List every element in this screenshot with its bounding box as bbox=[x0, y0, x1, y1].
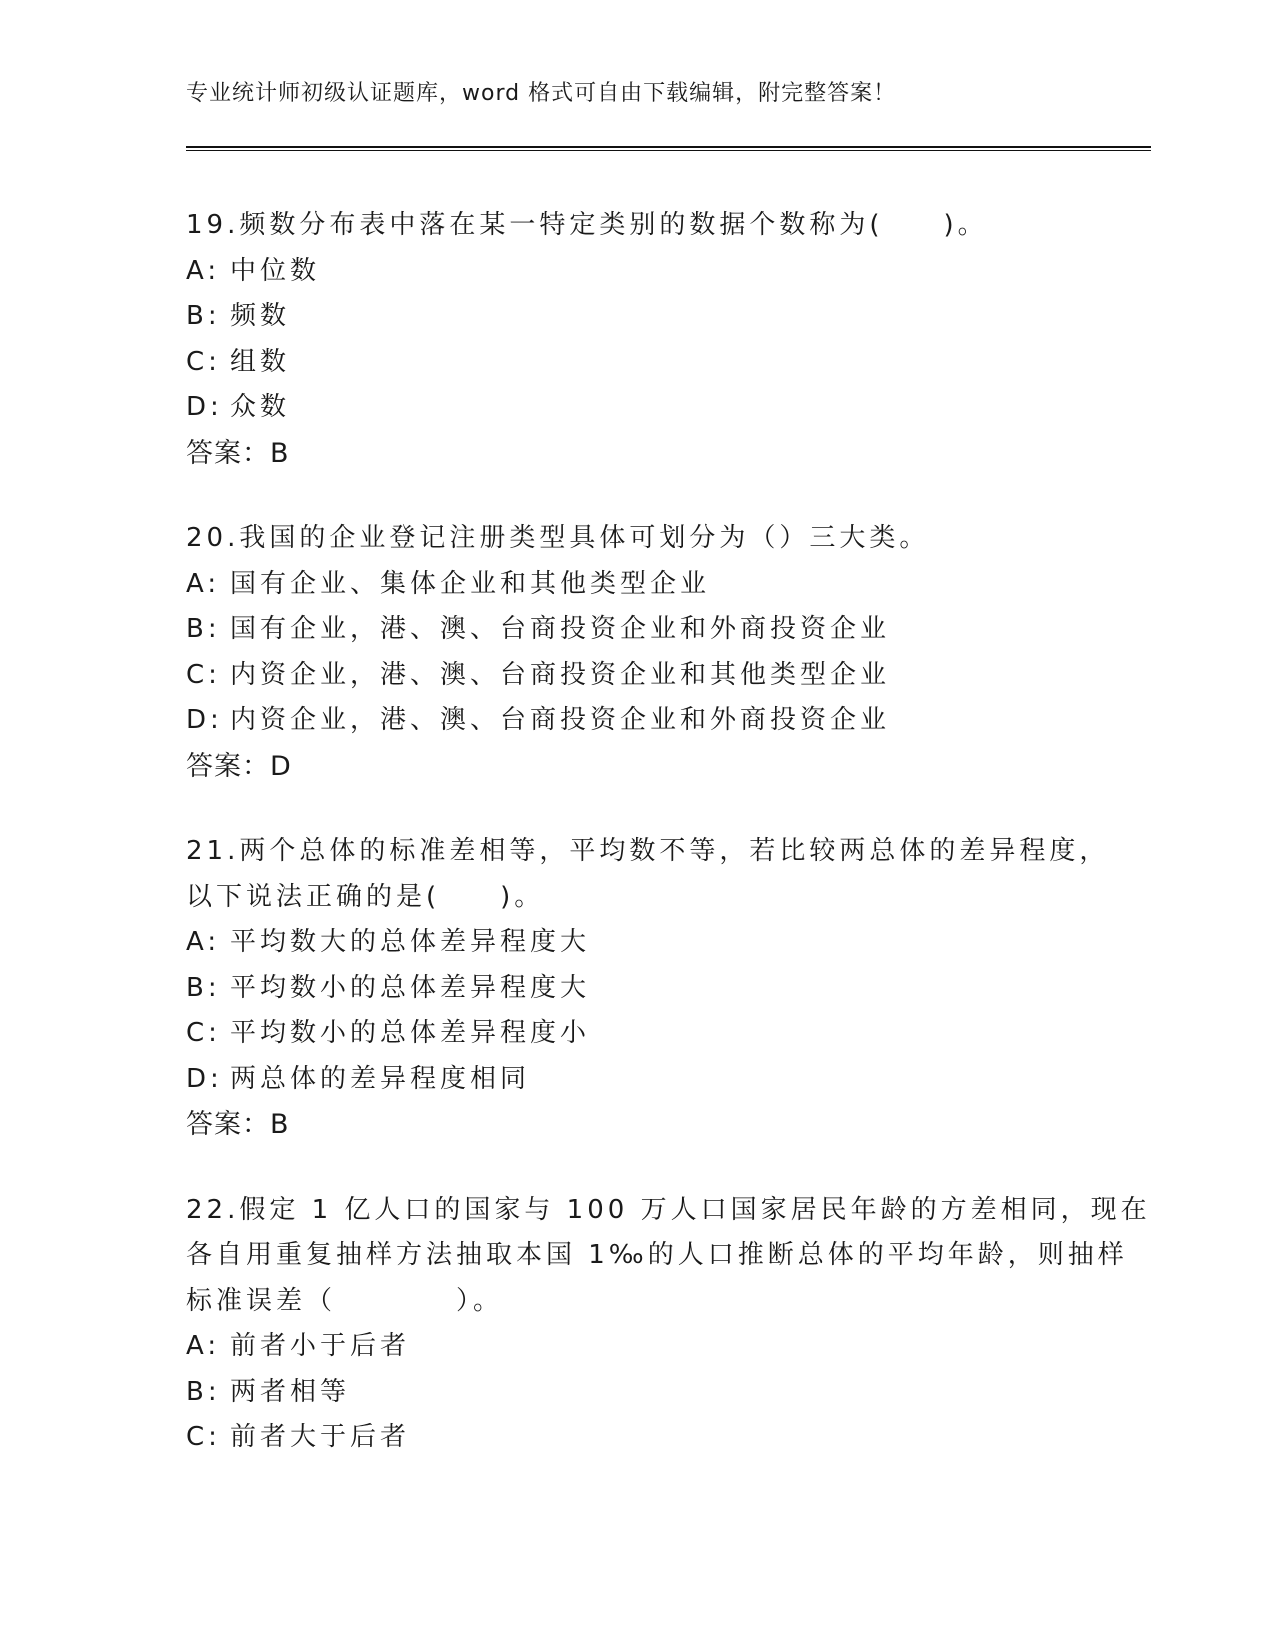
option-a bbox=[186, 1324, 1086, 1370]
question-stem: 21.两个总体的标准差相等，平均数不等，若比较两总体的差异程度， bbox=[186, 836, 1110, 866]
option-letter: C: bbox=[186, 1018, 221, 1048]
option-letter: C: bbox=[186, 346, 221, 377]
option-c bbox=[186, 340, 1086, 386]
option-d bbox=[186, 385, 1086, 431]
answer-line: 答案：D bbox=[186, 750, 292, 782]
option-text: 国有企业，港、澳、台商投资企业和外商投资企业 bbox=[230, 614, 891, 644]
option-c bbox=[186, 653, 1086, 699]
option-b bbox=[186, 1370, 1086, 1416]
question-19 bbox=[186, 203, 1086, 476]
question-stem: 22.假定 1 亿人口的国家与 100 万人口国家居民年龄的方差相同，现在 bbox=[186, 1194, 1151, 1225]
option-text: 两者相等 bbox=[230, 1376, 351, 1407]
option-d bbox=[186, 698, 1086, 744]
question-stem: 19.频数分布表中落在某一特定类别的数据个数称为( )。 bbox=[186, 210, 988, 240]
question-20 bbox=[186, 516, 1086, 789]
option-letter: D: bbox=[186, 1063, 223, 1094]
option-letter: D: bbox=[186, 705, 223, 735]
question-stem: 以下说法正确的是( )。 bbox=[186, 881, 545, 912]
question-stem: 各自用重复抽样方法抽取本国 1‰的人口推断总体的平均年龄，则抽样 bbox=[186, 1240, 1128, 1270]
header-divider bbox=[186, 146, 1151, 151]
option-letter: A: bbox=[186, 1331, 221, 1361]
option-text: 前者大于后者 bbox=[230, 1422, 411, 1452]
option-text: 内资企业，港、澳、台商投资企业和其他类型企业 bbox=[230, 659, 891, 690]
option-b bbox=[186, 966, 1086, 1012]
option-a bbox=[186, 562, 1086, 608]
option-text: 内资企业，港、澳、台商投资企业和外商投资企业 bbox=[230, 705, 891, 735]
option-letter: D: bbox=[186, 392, 223, 422]
option-letter: C: bbox=[186, 659, 221, 690]
option-b bbox=[186, 607, 1086, 653]
question-list bbox=[186, 203, 1151, 1501]
question-21 bbox=[186, 829, 1110, 1148]
option-letter: B: bbox=[186, 972, 221, 1003]
option-text: 众数 bbox=[230, 392, 291, 422]
option-text: 中位数 bbox=[230, 255, 321, 286]
option-text: 国有企业、集体企业和其他类型企业 bbox=[230, 568, 711, 599]
option-letter: B: bbox=[186, 614, 221, 644]
option-letter: A: bbox=[186, 927, 221, 957]
option-letter: A: bbox=[186, 568, 221, 599]
option-letter: A: bbox=[186, 255, 221, 286]
option-letter: B: bbox=[186, 1376, 221, 1407]
option-a bbox=[186, 920, 1086, 966]
answer-line: 答案：B bbox=[186, 1109, 290, 1140]
option-letter: C: bbox=[186, 1422, 221, 1452]
option-c bbox=[186, 1011, 1086, 1057]
option-text: 平均数小的总体差异程度小 bbox=[230, 1018, 591, 1048]
question-stem: 标准误差（ ）。 bbox=[186, 1285, 504, 1316]
page-header: 专业统计师初级认证题库，word 格式可自由下载编辑，附完整答案！ bbox=[186, 81, 897, 106]
option-text: 前者小于后者 bbox=[230, 1331, 411, 1361]
option-text: 平均数小的总体差异程度大 bbox=[230, 972, 591, 1003]
option-text: 两总体的差异程度相同 bbox=[230, 1063, 531, 1094]
question-22 bbox=[186, 1188, 1151, 1461]
option-letter: B: bbox=[186, 301, 221, 331]
option-text: 组数 bbox=[230, 346, 291, 377]
option-b bbox=[186, 294, 1086, 340]
option-d bbox=[186, 1057, 1086, 1103]
question-stem: 20.我国的企业登记注册类型具体可划分为（）三大类。 bbox=[186, 523, 930, 553]
option-a bbox=[186, 249, 1086, 295]
option-text: 频数 bbox=[230, 301, 291, 331]
option-text: 平均数大的总体差异程度大 bbox=[230, 927, 591, 957]
answer-line: 答案：B bbox=[186, 437, 290, 469]
option-c bbox=[186, 1415, 1086, 1461]
